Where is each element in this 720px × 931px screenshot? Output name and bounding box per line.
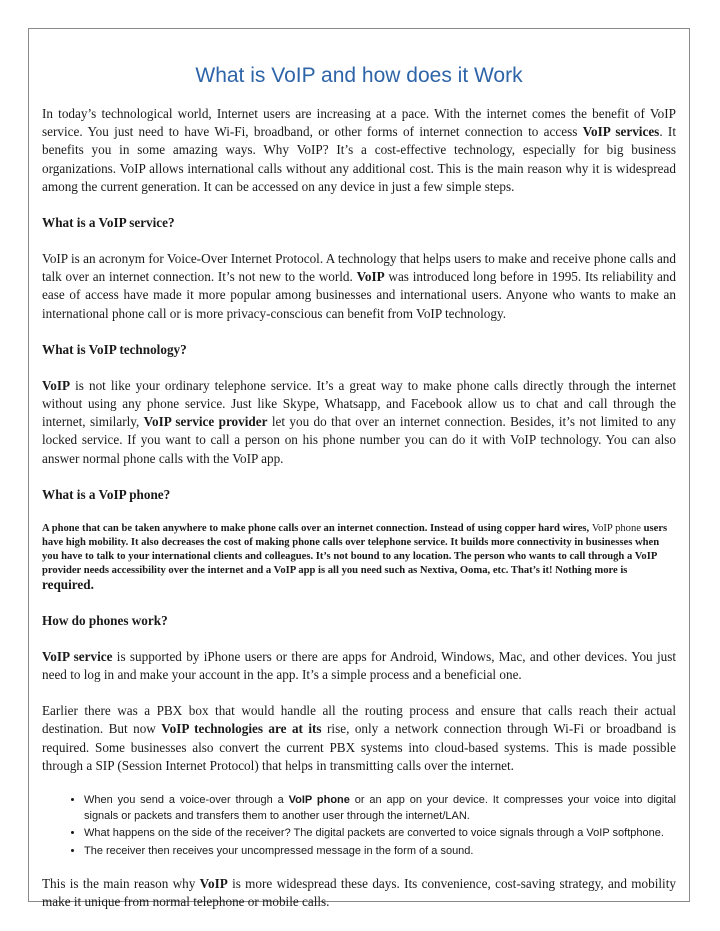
bullet-text: What happens on the side of the receiver? The digital packets are converted to voice signals through a VoIP softphone. — [84, 827, 664, 840]
voip-phone-required: required. — [42, 576, 94, 592]
voip-technology-bold-1: VoIP — [42, 377, 71, 393]
voip-phone-normal: VoIP phone — [591, 522, 641, 534]
closing-bold: VoIP — [199, 876, 228, 892]
voip-service-text-b: was introduced long before in 1995. Its reliability and ease of access have made it more popular among businesses and international users. Anyone who wants to make an international phone call or is more privacy-conscious can benefit from VoIP technology. — [42, 269, 676, 321]
closing-paragraph — [42, 875, 676, 911]
heading-voip-phone: What is a VoIP phone? — [42, 486, 171, 502]
voip-phone-text-a: A phone that can be taken anywhere to make phone calls over an internet connection. Instead of using copper hard wires, — [42, 522, 592, 534]
how-phones-work-text-1: is supported by iPhone users or there are apps for Android, Windows, Mac, and other devices. You just need to log in and make your account in the app. It’s a simple process and a beneficial one. — [42, 648, 676, 683]
voip-phone-text-b: users have high mobility. It also decreases the cost of making phone calls over telephone service. It builds more connectivity in businesses when you have to talk to your international clients and colleagues. It’s not bound to any location. The person who wants to call through a VoIP provider needs accessibility over the internet and a VoIP app is all you need such as Nextiva, Ooma, etc. That’s it! Nothing more is — [42, 522, 668, 576]
list-item — [84, 793, 676, 824]
list-item — [84, 844, 676, 860]
page-title: What is VoIP and how does it Work — [195, 64, 523, 87]
voip-technology-text-b: let you do that over an internet connection. Besides, it’s not limited to any locked service. If you want to call a person on his phone number you can do it with VoIP technology. You can also answer normal phone calls with the VoIP app. — [42, 414, 676, 466]
voip-technology-paragraph — [42, 377, 676, 468]
closing-text-a: This is the main reason why — [42, 876, 200, 892]
voip-service-paragraph — [42, 250, 676, 323]
voip-technology-text-a: is not like your ordinary telephone service. It’s a great way to make phone calls directly through the internet without using any phone service. Just like Skype, Whatsapp, and Facebook allow us to chat and call through the internet, similarly, — [42, 377, 676, 430]
bullet-text: The receiver then receives your uncompressed message in the form of a sound. — [84, 844, 474, 857]
bullet-bold: VoIP phone — [288, 794, 350, 807]
intro-text-end: . It benefits you in some amazing ways. Why VoIP? It’s a cost-effective technology, especially for big business organizations. VoIP allows international calls without any additional cost. This is the main reason why it is widespread among the current generation. It can be accessed on any device in just a few simple steps. — [42, 124, 676, 194]
heading-voip-service: What is a VoIP service? — [42, 215, 175, 231]
voip-technology-bold-2: VoIP service provider — [143, 414, 268, 430]
how-phones-work-text-2b: rise, only a network connection through Wi-Fi or broadband is required. Some businesses also convert the current PBX systems into cloud-based systems. This is made possible through a SIP (Session Internet Protocol) that helps in transmitting calls over the internet. — [42, 721, 677, 773]
document-page — [28, 28, 690, 910]
how-phones-work-bold-2: VoIP technologies are at its — [161, 721, 322, 737]
voip-phone-paragraph — [42, 522, 676, 594]
bullet-list — [42, 793, 676, 859]
document-content — [42, 29, 676, 929]
how-phones-work-bold-1: VoIP service — [42, 648, 113, 664]
bullet-text-end: or an app on your device. It compresses your voice into digital signals or packets and transfers them to another user through the internet/LAN. — [84, 794, 676, 822]
list-item — [84, 826, 676, 842]
heading-voip-technology: What is VoIP technology? — [42, 341, 187, 357]
how-phones-work-paragraph-1 — [42, 648, 676, 684]
intro-text: In today’s technological world, Internet users are increasing at a pace. With the internet comes the benefit of VoIP service. You just need to have Wi-Fi, broadband, or other forms of internet connection to access — [42, 106, 676, 140]
how-phones-work-text-2a: Earlier there was a PBX box that would handle all the routing process and ensure that calls reach their actual destination. But now — [42, 703, 676, 737]
bullet-text: When you send a voice-over through a — [84, 794, 289, 807]
closing-text-b: is more widespread these days. Its convenience, cost-saving strategy, and mobility make it unique from normal telephone or mobile calls. — [42, 876, 676, 910]
voip-service-bold: VoIP — [356, 269, 385, 285]
voip-service-text-a: VoIP is an acronym for Voice-Over Internet Protocol. A technology that helps users to make and receive phone calls and talk over an internet connection. It’s not new to the world. — [42, 251, 676, 285]
intro-paragraph — [42, 105, 676, 196]
intro-bold: VoIP services — [582, 124, 660, 140]
heading-how-phones-work: How do phones work? — [42, 612, 168, 628]
how-phones-work-paragraph-2 — [42, 702, 676, 775]
